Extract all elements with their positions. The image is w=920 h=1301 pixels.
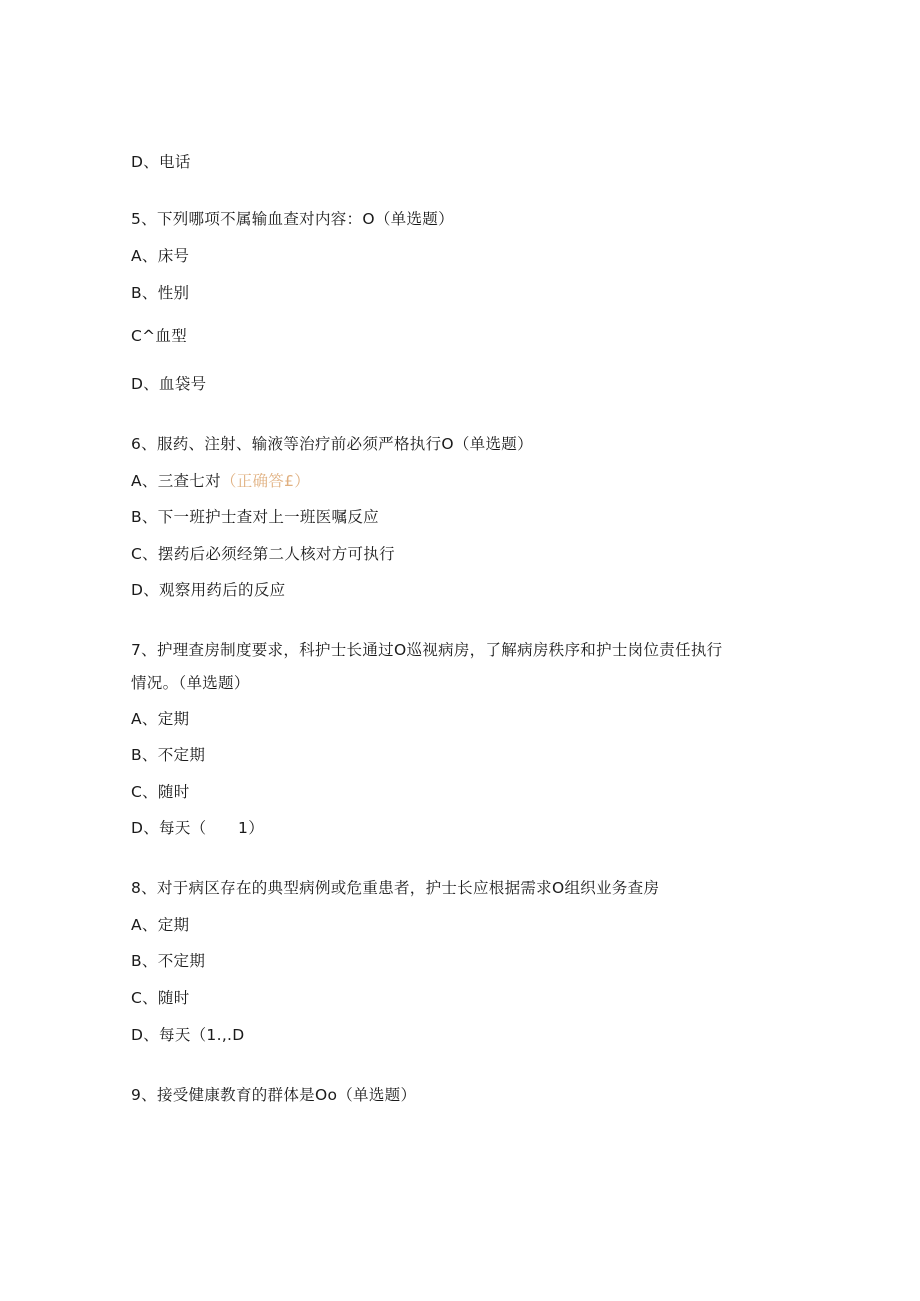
q6-option-a-line [131,471,310,491]
q8-option-c: C、随时 [131,989,190,1007]
q8-question: 8、对于病区存在的典型病例或危重患者，护士长应根据需求O组织业务查房 [131,879,660,897]
q5-option-d: D、血袋号 [131,375,207,393]
q8-option-b: B、不定期 [131,952,206,970]
q7-option-c: C、随时 [131,783,190,801]
q5-option-c: C^血型 [131,327,188,345]
q7-option-b: B、不定期 [131,746,206,764]
q6-option-b: B、下一班护士查对上一班医嘱反应 [131,508,379,526]
q7-option-d: D、每天（ 1） [131,819,264,837]
q5-option-a: A、床号 [131,247,190,265]
q6-option-c: C、摆药后必须经第二人核对方可执行 [131,545,395,563]
q9-question: 9、接受健康教育的群体是Oo（单选题） [131,1086,417,1104]
q8-option-a: A、定期 [131,916,190,934]
q6-question: 6、服药、注射、输液等治疗前必须严格执行O（单选题） [131,435,533,453]
q7-option-a: A、定期 [131,710,190,728]
q6-option-a: A、三查七对 [131,472,221,490]
q5-option-b: B、性别 [131,284,190,302]
q4-option-d: D、电话 [131,153,191,171]
q8-option-d: D、每天（1.,.D [131,1026,245,1044]
q5-question: 5、下列哪项不属输血查对内容：O（单选题） [131,210,454,228]
correct-answer-mark: （正确答£） [220,472,311,490]
q7-question-line2: 情况。（单选题） [131,674,250,692]
q7-question-line1: 7、护理查房制度要求，科护士长通过O巡视病房，了解病房秩序和护士岗位责任执行 [131,641,723,659]
q6-option-d: D、观察用药后的反应 [131,581,286,599]
